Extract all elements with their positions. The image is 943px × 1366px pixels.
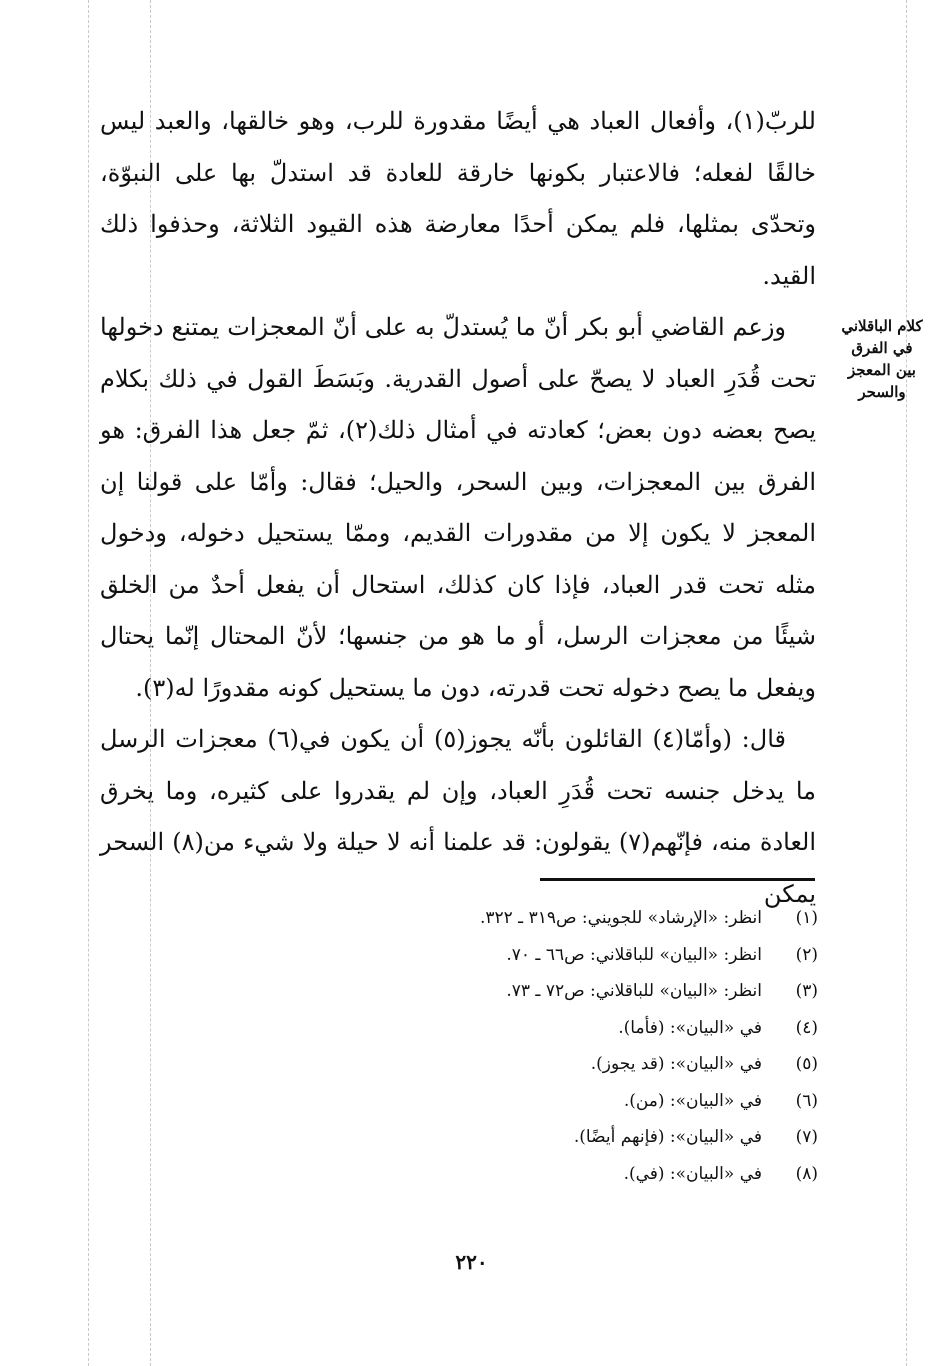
paragraph-1: للربّ(١)، وأفعال العباد هي أيضًا مقدورة للرب، وهو خالقها، والعبد ليس خالقًا لفعله؛ فالاعتبار بكونها خارقة للعادة قد استدلّ بها على النبوّة، وتحدّى بمثلها، فلم يمكن أحدًا معارضة هذه القيود الثلاثة، وحذفوا ذلك القيد. <box>100 107 816 290</box>
page-number: ٢٢٠ <box>455 1250 488 1274</box>
footnote-item <box>300 973 818 1010</box>
footnote-number: (٤) <box>795 1017 818 1038</box>
footnote-item <box>300 1010 818 1047</box>
footnotes-list <box>300 900 818 1192</box>
main-text-block <box>100 96 816 920</box>
footnote-text: انظر: «البيان» للباقلاني: ص٧٢ ـ ٧٣. <box>506 981 762 1001</box>
footnote-text: في «البيان»: (فأما). <box>618 1017 762 1038</box>
footnote-text: انظر: «الإرشاد» للجويني: ص٣١٩ ـ ٣٢٢. <box>479 908 762 928</box>
paragraph-2: وزعم القاضي أبو بكر أنّ ما يُستدلّ به على أنّ المعجزات يمتنع دخولها تحت قُدَرِ العباد لا يصحّ على أصول القدرية. وبَسَطَ القول في ذلك بكلام يصح بعضه دون بعض؛ كعادته في أمثال ذلك(٢)، ثمّ جعل هذا الفرق: هو الفرق بين المعجزات، وبين السحر، والحيل؛ فقال: وأمّا على قولنا إن المعجز لا يكون إلا من مقدورات القديم، وممّا يستحيل دخوله، ودخول مثله تحت قدر العباد، فإذا كان كذلك، استحال أن يفعل أحدٌ من الخلق شيئًا من معجزات الرسل، أو ما هو من جنسها؛ لأنّ المحتال إنّما يحتال ويفعل ما يصح دخوله تحت قدرته، دون ما يستحيل كونه مقدورًا له(٣). <box>100 313 816 702</box>
footnote-item <box>300 1156 818 1193</box>
margin-heading-line-3: بين المعجز والسحر <box>848 361 916 401</box>
footnote-number: (٣) <box>795 981 818 1001</box>
footnote-text: انظر: «البيان» للباقلاني: ص٦٦ ـ ٧٠. <box>506 944 762 965</box>
footnote-item <box>300 1046 818 1083</box>
margin-heading-line-2: في الفرق <box>851 339 913 357</box>
footnote-text: في «البيان»: (في). <box>623 1163 762 1184</box>
crop-guide-left <box>88 0 89 1366</box>
crop-guide-right <box>906 0 907 1366</box>
footnote-text: في «البيان»: (قد يجوز). <box>590 1054 762 1074</box>
footnote-item <box>300 1119 818 1156</box>
footnote-item <box>300 937 818 974</box>
footnote-number: (١) <box>795 908 818 928</box>
footnote-separator <box>540 878 815 881</box>
footnote-number: (٨) <box>795 1163 818 1184</box>
footnote-item <box>300 1083 818 1120</box>
footnote-number: (٥) <box>795 1054 818 1074</box>
footnote-text: في «البيان»: (من). <box>623 1090 762 1111</box>
margin-heading <box>822 315 942 403</box>
footnote-text: في «البيان»: (فإنهم أيضًا). <box>573 1127 762 1147</box>
footnote-number: (٦) <box>795 1090 818 1111</box>
margin-heading-line-1: كلام الباقلاني <box>841 317 923 335</box>
footnote-item <box>300 900 818 937</box>
footnote-number: (٢) <box>795 944 818 965</box>
paragraph-3: قال: (وأمّا(٤) القائلون بأنّه يجوز(٥) أن يكون في(٦) معجزات الرسل ما يدخل جنسه تحت قُدَرِ العباد، وإن لم يقدروا على كثيره، وما يخرق العادة منه، فإنّهم(٧) يقولون: قد علمنا أنه لا حيلة ولا شيء من(٨) السحر يمكن <box>100 725 816 908</box>
footnote-number: (٧) <box>795 1127 818 1147</box>
